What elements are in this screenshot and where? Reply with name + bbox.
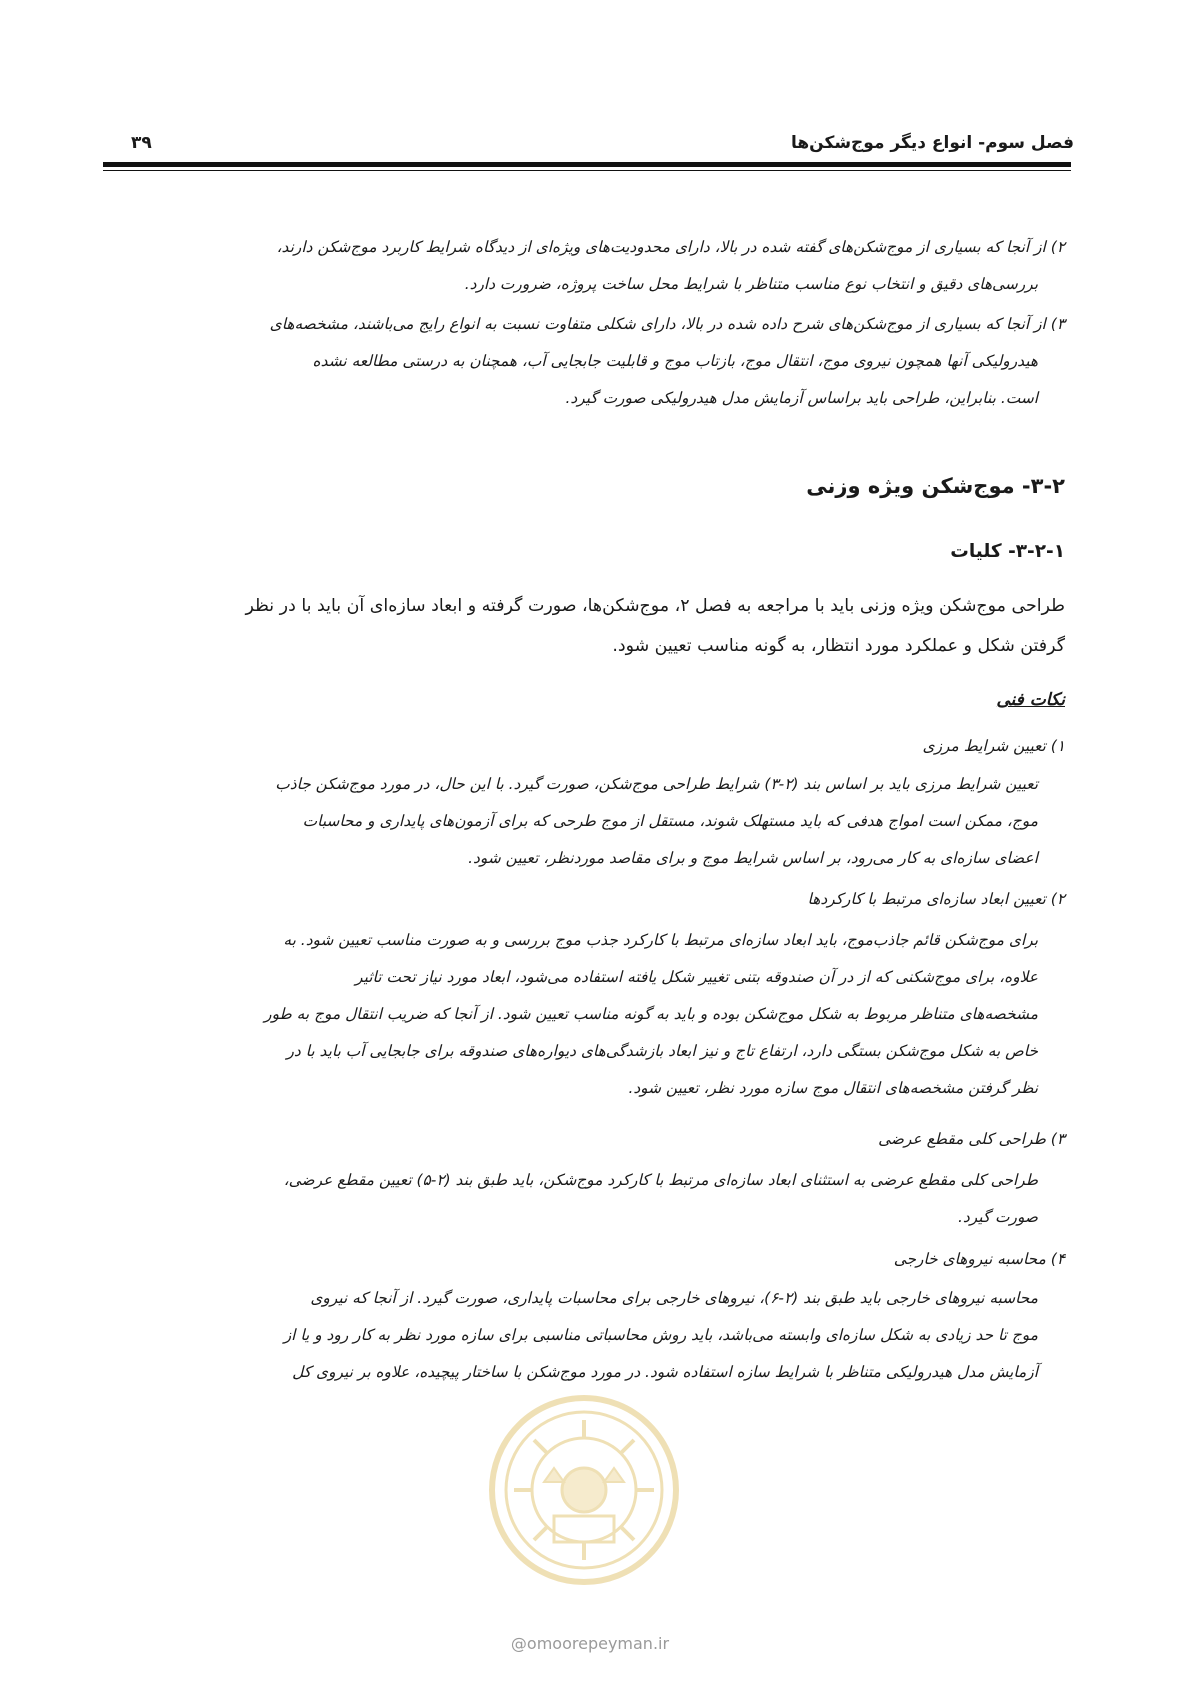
text-line: آزمایش مدل هیدرولیکی متناظر با شرایط سازه استفاده شود. در مورد موج‌شکن با ساختار پیچیده، علاوه بر نیروی کل: [292, 1363, 1038, 1381]
watermark-site-text: @omoorepeyman.ir: [510, 1634, 670, 1653]
note-body: [115, 1280, 1065, 1391]
intro-item: [115, 229, 1065, 303]
text-line: اعضای سازه‌ای به کار می‌رود، بر اساس شرایط موج و برای مقاصد موردنظر، تعیین شود.: [468, 849, 1038, 867]
note-heading: ۴) محاسبه نیروهای خارجی: [893, 1250, 1065, 1268]
text-line: صورت گیرد.: [957, 1208, 1038, 1226]
subsection-heading: ۳-۲-۱- کلیات: [950, 541, 1065, 562]
section-paragraph: [115, 586, 1065, 666]
text-line: طراحی موج‌شکن ویژه وزنی باید با مراجعه به فصل ۲، موج‌شکن‌ها، صورت گرفته و ابعاد سازه‌ای آن باید با در نظر: [245, 596, 1065, 616]
section-heading: ۳-۲- موج‌شکن ویژه وزنی: [806, 474, 1065, 498]
note-heading: ۳) طراحی کلی مقطع عرضی: [878, 1130, 1065, 1148]
text-line: علاوه، برای موج‌شکنی که از در آن صندوقه بتنی تغییر شکل یافته استفاده می‌شود، ابعاد مورد نیاز تحت تاثیر: [355, 968, 1038, 986]
text-line: تعیین شرایط مرزی باید بر اساس بند (۲-۳) شرایط طراحی موج‌شکن، صورت گیرد. با این حال، در مورد موج‌شکن جاذب: [275, 775, 1038, 793]
text-line: بررسی‌های دقیق و انتخاب نوع مناسب متناظر با شرایط محل ساخت پروژه، ضرورت دارد.: [464, 275, 1038, 293]
text-line: طراحی کلی مقطع عرضی به استثنای ابعاد سازه‌ای مرتبط با کارکرد موج‌شکن، باید طبق بند (۲-۵) تعیین مقطع عرضی،: [283, 1171, 1038, 1189]
note-body: [115, 766, 1065, 877]
header-rule-thin: [103, 170, 1071, 171]
watermark-seal-icon: [484, 1390, 684, 1590]
page-number: ۳۹: [131, 133, 152, 153]
text-line: ۳) از آنجا که بسیاری از موج‌شکن‌های شرح داده شده در بالا، دارای شکلی متفاوت نسبت به انواع رایج می‌باشند، مشخصه‌های: [269, 315, 1065, 333]
text-line: است. بنابراین، طراحی باید براساس آزمایش مدل هیدرولیکی صورت گیرد.: [565, 389, 1038, 407]
note-body: [115, 922, 1065, 1107]
text-line: گرفتن شکل و عملکرد مورد انتظار، به گونه مناسب تعیین شود.: [612, 636, 1065, 656]
chapter-title: فصل سوم- انواع دیگر موج‌شکن‌ها: [790, 133, 1074, 153]
text-line: نظر گرفتن مشخصه‌های انتقال موج سازه مورد نظر، تعیین شود.: [628, 1079, 1038, 1097]
text-line: هیدرولیکی آنها همچون نیروی موج، انتقال موج، بازتاب موج و قابلیت جابجایی آب، همچنان به درستی مطالعه نشده: [312, 352, 1038, 370]
header-rule-thick: [103, 162, 1071, 167]
notes-title: نکات فنی: [996, 690, 1065, 710]
text-line: ۲) از آنجا که بسیاری از موج‌شکن‌های گفته شده در بالا، دارای محدودیت‌های ویژه‌ای از دیدگاه شرایط کاربرد موج‌شکن دارند،: [276, 238, 1065, 256]
note-heading: ۱) تعیین شرایط مرزی: [922, 737, 1065, 755]
text-line: محاسبه نیروهای خارجی باید طبق بند (۲-۶)، نیروهای خارجی برای محاسبات پایداری، صورت گیرد. از آنجا که نیروی: [310, 1289, 1038, 1307]
text-line: مشخصه‌های متناظر مربوط به شکل موج‌شکن بوده و باید به گونه مناسب تعیین شود. از آنجا که ضریب انتقال موج به طور: [264, 1005, 1038, 1023]
note-body: [115, 1162, 1065, 1236]
note-heading: ۲) تعیین ابعاد سازه‌ای مرتبط با کارکردها: [807, 890, 1065, 908]
text-line: خاص به شکل موج‌شکن بستگی دارد، ارتفاع تاج و نیز ابعاد بازشدگی‌های دیواره‌های صندوقه برای جابجایی آب باید با در: [286, 1042, 1038, 1060]
text-line: موج، ممکن است امواج هدفی که باید مستهلک شوند، مستقل از موج طرحی که برای آزمون‌های پایداری و محاسبات: [302, 812, 1038, 830]
text-line: برای موج‌شکن قائم جاذب‌موج، باید ابعاد سازه‌ای مرتبط با کارکرد جذب موج بررسی و به صورت مناسب تعیین شود. به: [283, 931, 1038, 949]
intro-item: [115, 306, 1065, 417]
text-line: موج تا حد زیادی به شکل سازه‌ای وابسته می‌باشد، باید روش محاسباتی مناسبی برای سازه مورد نظر به کار رود و یا از: [283, 1326, 1038, 1344]
